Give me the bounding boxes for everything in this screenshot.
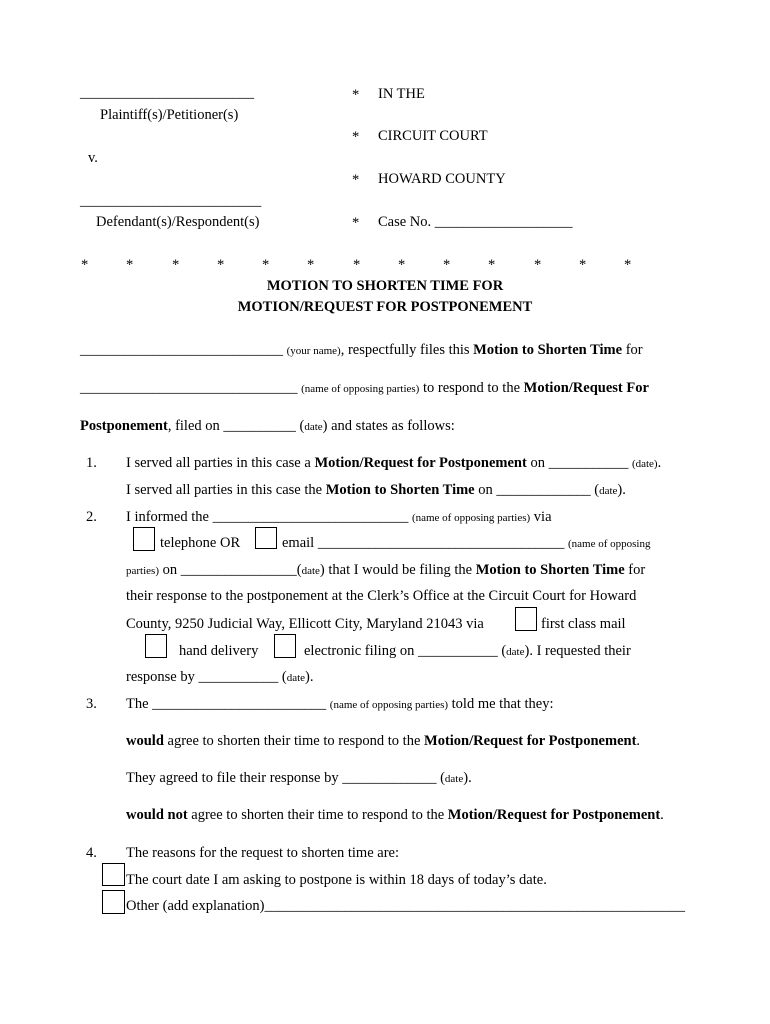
- divider-star: *: [81, 257, 89, 273]
- opposing-parties-field[interactable]: The ________________________: [126, 696, 330, 712]
- item-text: agree to shorten their time to respond to the: [163, 733, 425, 749]
- item-text: .: [657, 455, 662, 471]
- served-postponement-date-field[interactable]: on ___________: [526, 455, 632, 471]
- item2-line-3: [126, 563, 645, 578]
- item-text: ). I requested their: [524, 643, 631, 659]
- hand-delivery-checkbox[interactable]: [145, 634, 167, 658]
- item-number: 2.: [86, 509, 97, 525]
- opposing-parties-hint: (name of opposing parties): [329, 699, 449, 711]
- email-checkbox[interactable]: [255, 527, 277, 549]
- hand-delivery-label: hand delivery: [179, 643, 259, 659]
- opposing-parties-hint: (name of opposing parties): [301, 383, 420, 395]
- divider-star: *: [488, 257, 496, 273]
- item2-email-line: [282, 536, 650, 551]
- court-date-reason-label: The court date I am asking to postpone is within 18 days of today’s date.: [126, 872, 547, 888]
- first-class-mail-checkbox[interactable]: [515, 607, 537, 631]
- item-text: ).: [617, 482, 626, 498]
- response-by-date-field[interactable]: response by ___________ (: [126, 669, 287, 685]
- defendant-line[interactable]: _________________________: [80, 193, 262, 209]
- defendant-label: Defendant(s)/Respondent(s): [96, 214, 260, 230]
- divider-star: *: [579, 257, 587, 273]
- email-field[interactable]: email __________________________________: [282, 535, 568, 551]
- item4-intro: The reasons for the request to shorten time are:: [126, 845, 399, 861]
- item-bold-text: Motion to Shorten Time: [325, 482, 475, 498]
- intro-line-1: [80, 343, 643, 358]
- item-text: ) that I would be filing the: [319, 562, 476, 578]
- court-line-circuit-court: CIRCUIT COURT: [378, 128, 488, 144]
- item-text: ).: [463, 770, 472, 786]
- intro-text: to respond to the: [419, 380, 524, 396]
- served-motion-date-field[interactable]: on _____________ (: [474, 482, 600, 498]
- item-bold-text: Motion/Request for Postponement: [314, 455, 527, 471]
- item-text: told me that they:: [448, 696, 554, 712]
- item-text: agree to shorten their time to respond to the: [187, 807, 448, 823]
- date-hint: date: [286, 672, 306, 684]
- your-name-hint: (your name): [286, 345, 341, 357]
- date-hint: date: [304, 421, 323, 433]
- opposing-parties-hint: (name of opposing parties): [411, 512, 531, 524]
- divider-star: *: [624, 257, 632, 273]
- item-text: I served all parties in this case a: [126, 455, 315, 471]
- item-bold-text: Motion to Shorten Time: [475, 562, 625, 578]
- item2-electronic-line: [304, 644, 631, 659]
- divider-star: *: [307, 257, 315, 273]
- postponement-label: Postponement: [80, 418, 168, 434]
- divider-star: *: [443, 257, 451, 273]
- item1-line-a: [126, 456, 661, 471]
- divider-star: *: [353, 257, 361, 273]
- court-date-reason-checkbox[interactable]: [102, 863, 125, 886]
- item-number: 3.: [86, 696, 97, 712]
- item-number: 1.: [86, 455, 97, 471]
- other-reason-checkbox[interactable]: [102, 890, 125, 914]
- date-hint: date: [444, 773, 464, 785]
- divider-star: *: [534, 257, 542, 273]
- agreed-response-date-field[interactable]: They agreed to file their response by _____________ (: [126, 770, 445, 786]
- intro-text: for: [622, 342, 643, 358]
- your-name-field[interactable]: ____________________________: [80, 342, 283, 358]
- item2-line-4: their response to the postponement at the Clerk’s Office at the Circuit Court for Howard: [126, 588, 637, 604]
- item-text: ).: [305, 669, 314, 685]
- item3-would-not-line[interactable]: [126, 808, 664, 823]
- divider-star: *: [398, 257, 406, 273]
- first-class-mail-label: first class mail: [541, 616, 626, 632]
- case-number-field[interactable]: Case No. ___________________: [378, 214, 573, 230]
- divider-star: *: [126, 257, 134, 273]
- caption-star: *: [352, 215, 360, 231]
- would-option-label: would: [126, 733, 164, 749]
- informed-party-field[interactable]: I informed the ___________________________: [126, 509, 412, 525]
- plaintiff-line[interactable]: ________________________: [80, 85, 254, 101]
- telephone-label: telephone OR: [160, 535, 241, 551]
- divider-star: *: [217, 257, 225, 273]
- court-line-in-the: IN THE: [378, 86, 425, 102]
- caption-star: *: [352, 129, 360, 145]
- date-hint: date: [599, 485, 618, 497]
- opposing-parties-hint: (name of opposing: [567, 538, 651, 550]
- divider-star: *: [262, 257, 270, 273]
- caption-star: *: [352, 87, 360, 103]
- item1-line-b: [126, 483, 626, 498]
- electronic-filing-checkbox[interactable]: [274, 634, 296, 658]
- intro-text: , respectfully files this: [340, 342, 474, 358]
- document-title-line2: MOTION/REQUEST FOR POSTPONEMENT: [237, 299, 533, 315]
- item-text: for: [624, 562, 646, 578]
- telephone-checkbox[interactable]: [133, 527, 155, 551]
- plaintiff-label: Plaintiff(s)/Petitioner(s): [100, 107, 239, 123]
- item3-agreed-line: [126, 771, 472, 786]
- motion-name: Motion to Shorten Time: [473, 342, 623, 358]
- item-number: 4.: [86, 845, 97, 861]
- item2-line-5: County, 9250 Judicial Way, Ellicott City, Maryland 21043 via: [126, 616, 484, 632]
- intro-line-3: [80, 419, 455, 434]
- court-line-howard-county: HOWARD COUNTY: [378, 171, 506, 187]
- item3-line-1: [126, 697, 554, 712]
- informed-on-date-field[interactable]: on ________________(: [158, 562, 302, 578]
- item-bold-text: Motion/Request for Postponement: [424, 733, 637, 749]
- opposing-parties-field[interactable]: ______________________________: [80, 380, 298, 396]
- electronic-filing-date-field[interactable]: electronic filing on ___________ (: [304, 643, 507, 659]
- caption-star: *: [352, 172, 360, 188]
- item3-would-line[interactable]: [126, 734, 640, 749]
- date-hint: date: [506, 646, 525, 658]
- versus-label: v.: [88, 150, 98, 166]
- document-title-line1: MOTION TO SHORTEN TIME FOR: [266, 278, 504, 294]
- divider-star: *: [172, 257, 180, 273]
- intro-text: ) and states as follows:: [322, 418, 455, 434]
- filed-on-date-field[interactable]: , filed on __________ (: [167, 418, 305, 434]
- item-text: .: [660, 807, 664, 823]
- motion-request-name: Motion/Request For: [523, 380, 649, 396]
- other-reason-field[interactable]: Other (add explanation)__________________________________________________________: [126, 898, 686, 914]
- intro-line-2: [80, 381, 649, 396]
- item-text: I served all parties in this case the: [126, 482, 326, 498]
- item-text: via: [530, 509, 552, 525]
- item-bold-text: Motion/Request for Postponement: [447, 807, 661, 823]
- date-hint: (date): [631, 458, 658, 470]
- item2-line-7: [126, 670, 314, 685]
- would-not-option-label: would not: [126, 807, 188, 823]
- opposing-parties-hint: parties): [126, 565, 159, 577]
- item2-line-1: [126, 510, 552, 525]
- item-text: .: [636, 733, 641, 749]
- date-hint: date: [301, 565, 320, 577]
